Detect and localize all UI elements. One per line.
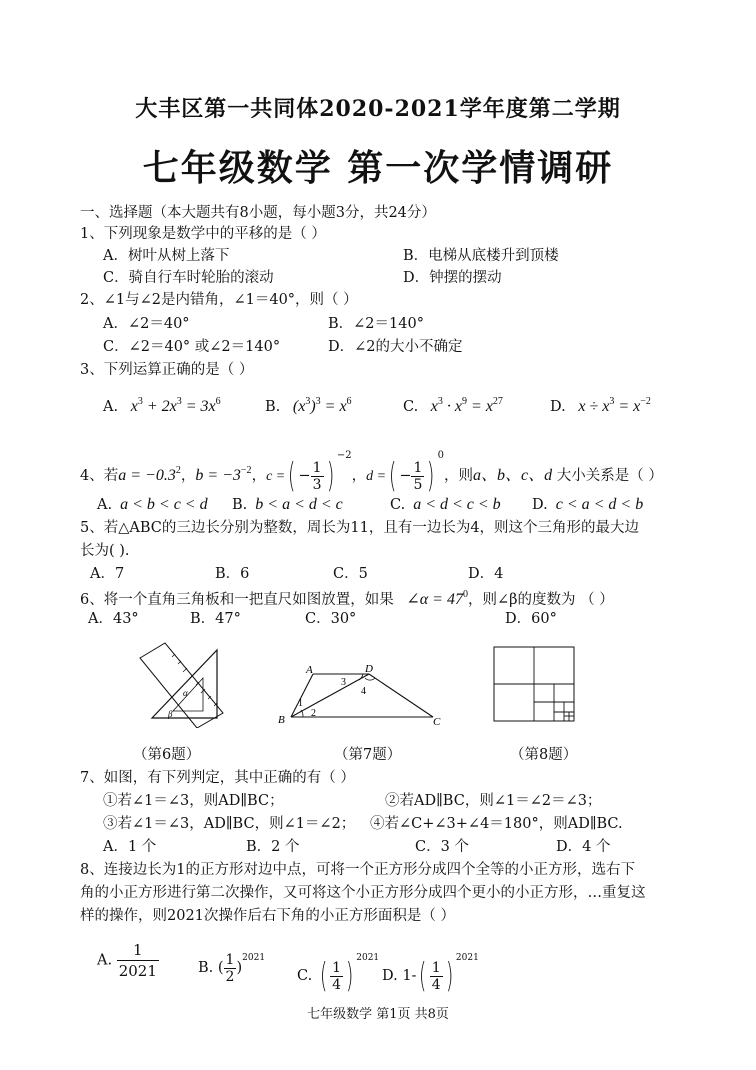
q7-statement-3: ③若∠1＝∠3，AD∥BC，则∠1＝∠2； — [103, 816, 356, 832]
vertex-a-label: A — [306, 664, 313, 676]
q2-option-c: C．∠2＝40° 或∠2＝140° — [103, 339, 281, 355]
q5-stem2: 长为( ). — [80, 543, 130, 559]
q2-option-d: D．∠2的大小不确定 — [328, 339, 463, 355]
q1-option-b: B．电梯从底楼升到顶楼 — [403, 248, 559, 264]
figure-8-caption: （第8题） — [510, 747, 578, 763]
vertex-b-label: B — [278, 714, 285, 726]
vertex-d-label: D — [365, 663, 373, 675]
q4-suffix: ，则 — [444, 468, 474, 484]
q8-b-label: B. — [198, 960, 214, 976]
section-heading: 一、选择题（本大题共有8小题，每小题3分，共24分） — [80, 205, 436, 221]
angle-alpha-label: α — [183, 688, 188, 698]
q3-option-a — [103, 392, 221, 417]
diagonal-bd — [291, 674, 369, 717]
q8-d-label: D. — [382, 968, 398, 984]
q4-option-b — [232, 495, 343, 515]
q5-option-a: A．7 — [90, 566, 125, 582]
q1-option-d: D．钟摆的摆动 — [403, 270, 502, 286]
q4-a-label: A. — [97, 497, 113, 513]
triangle-inner — [173, 678, 203, 711]
q4-option-c — [390, 495, 501, 515]
q4-option-a — [97, 495, 208, 515]
q1-option-c: C．骑自行车时轮胎的滚动 — [103, 270, 274, 286]
q1-option-a: A．树叶从树上落下 — [103, 248, 230, 264]
angle-beta-label: β — [168, 709, 173, 719]
q4-d-expr: c < a < d < b — [547, 496, 644, 513]
q8-a-frac: $\frac{1}{2021}$ — [118, 941, 157, 980]
q4-option-d — [532, 495, 643, 515]
q8-option-b: B. ( $\frac{1}{2}$ )$^{2021}$ — [198, 951, 266, 985]
q3-c-expr: $x^3 \cdot x^9 = x^{27}$ — [422, 396, 503, 415]
angle-3-label: 3 — [341, 677, 346, 688]
q4-c-def: c = — [266, 469, 286, 484]
q8-c-label: C. — [297, 968, 313, 984]
q8-option-a — [97, 940, 159, 981]
ruler-shape — [140, 643, 223, 728]
q5-option-c: C．5 — [333, 566, 368, 582]
angle-2-label: 2 — [311, 708, 316, 719]
q6-stem-text: 6、将一个直角三角板和一把直尺如图放置，如果 — [80, 592, 394, 608]
q6-stem — [80, 585, 614, 610]
q7-statement-4: ④若∠C+∠3+∠4＝180°，则AD∥BC. — [370, 816, 623, 832]
q4-d-frac: $\frac{1}{5}$ — [413, 459, 423, 493]
vertex-c-label: C — [433, 716, 441, 726]
q3-d-expr: $x \div x^3 = x^{-2}$ — [570, 396, 651, 415]
q5-option-b: B．6 — [215, 566, 250, 582]
q4-b-def: $b = -3^{-2}$ — [195, 465, 252, 484]
q3-option-d — [550, 392, 651, 417]
q2-option-a: A．∠2＝40° — [103, 316, 190, 332]
q6-option-c: C．30° — [305, 611, 357, 627]
figure-6-caption: （第6题） — [133, 747, 201, 763]
q3-a-expr: $x^3 + 2x^3 = 3x^6$ — [122, 396, 221, 415]
q3-option-c — [403, 392, 503, 417]
q6-option-b: B．47° — [190, 611, 241, 627]
q3-a-label: A. — [103, 399, 119, 415]
q3-c-label: C. — [403, 399, 419, 415]
q8-a-label: A. — [97, 952, 113, 969]
q4-b-expr: b < a < d < c — [247, 496, 343, 513]
q4-d-def: d = — [366, 469, 387, 484]
q3-b-expr: $(x^3)^3 = x^6$ — [284, 396, 352, 415]
q4-vars: a、b、c、d — [473, 467, 553, 484]
q7-statement-1: ①若∠1＝∠3，则AD∥BC； — [103, 793, 284, 809]
q6-alpha-expr: ∠α = $47^0$ — [398, 589, 468, 608]
q8-b-frac: $\frac{1}{2}$ — [225, 951, 235, 985]
q4-suffix2: 大小关系是（ ） — [556, 468, 663, 484]
q8-option-d: D. 1-( $\frac{1}{4}$ ) $^{2021}$ — [382, 953, 479, 996]
q4-d-label: D. — [532, 497, 548, 513]
q8-stem: 8、连接边长为1的正方形对边中点，可将一个正方形分成四个全等的小正方形，选右下 — [80, 862, 635, 878]
q2-option-b: B．∠2＝140° — [328, 316, 424, 332]
q5-option-d: D．4 — [468, 566, 504, 582]
q7-option-a: A．1 个 — [103, 839, 157, 855]
q7-option-b: B．2 个 — [246, 839, 300, 855]
q3-d-label: D. — [550, 399, 566, 415]
q4-prefix: 4、若 — [80, 468, 119, 484]
q6-option-a: A．43° — [88, 611, 139, 627]
q3-option-b — [265, 392, 352, 417]
q4-c-expr: a < d < c < b — [405, 496, 501, 513]
angle-1-label: 1 — [298, 698, 303, 709]
q8-stem2: 角的小正方形进行第二次操作，又可将这个小正方形分成四个更小的小正方形，…重复这 — [80, 885, 646, 901]
q4-c-label: C. — [390, 497, 406, 513]
q4-stem: 4、若$a = -0.3^2$，$b = -3^{-2}$，c =( − $\frac{1}{3}$ )$^{-2}$，d =( − $\frac{1}{5}$ )$^0$，则a、b、c、d 大小关系是（ ） — [80, 450, 663, 496]
q4-c-frac: $\frac{1}{3}$ — [312, 459, 322, 493]
figure-6 — [135, 638, 225, 728]
q7-option-d: D．4 个 — [556, 839, 611, 855]
figure-7-caption: （第7题） — [334, 747, 402, 763]
exam-title: 七年级数学 第一次学情调研 — [142, 147, 614, 189]
figure-7 — [275, 660, 445, 726]
q3-b-label: B. — [265, 399, 281, 415]
q4-a-expr: a < b < c < d — [112, 496, 208, 513]
q8-option-c: C. ( $\frac{1}{4}$ ) $^{2021}$ — [297, 953, 380, 996]
q7-statement-2: ②若AD∥BC，则∠1＝∠2＝∠3； — [385, 793, 602, 809]
angle-4-label: 4 — [361, 686, 366, 697]
q8-d-frac: $\frac{1}{4}$ — [431, 959, 441, 993]
q8-c-frac: $\frac{1}{4}$ — [332, 959, 341, 993]
exam-header-line1: 大丰区第一共同体2020-2021学年度第二学期 — [135, 96, 621, 122]
figure-8 — [493, 646, 575, 722]
q7-option-c: C．3 个 — [415, 839, 469, 855]
segment-dc — [369, 674, 433, 717]
q5-stem: 5、若△ABC的三边长分别为整数，周长为11，且有一边长为4，则这个三角形的最大边 — [80, 520, 640, 536]
q1-stem: 1、下列现象是数学中的平移的是（ ） — [80, 226, 326, 242]
q4-b-label: B. — [232, 497, 248, 513]
q4-a-def: $a = -0.3^2$ — [118, 465, 181, 484]
q6-option-d: D．60° — [505, 611, 557, 627]
q6-stem-tail: ，则∠β的度数为 （ ） — [467, 592, 614, 608]
page-footer: 七年级数学 第1页 共8页 — [307, 1007, 449, 1022]
q7-stem: 7、如图，有下列判定，其中正确的有（ ） — [80, 770, 355, 786]
q2-stem: 2、∠1与∠2是内错角，∠1＝40°，则（ ） — [80, 292, 358, 308]
q3-stem: 3、下列运算正确的是（ ） — [80, 362, 254, 378]
q8-stem3: 样的操作，则2021次操作后右下角的小正方形面积是（ ） — [80, 908, 456, 924]
